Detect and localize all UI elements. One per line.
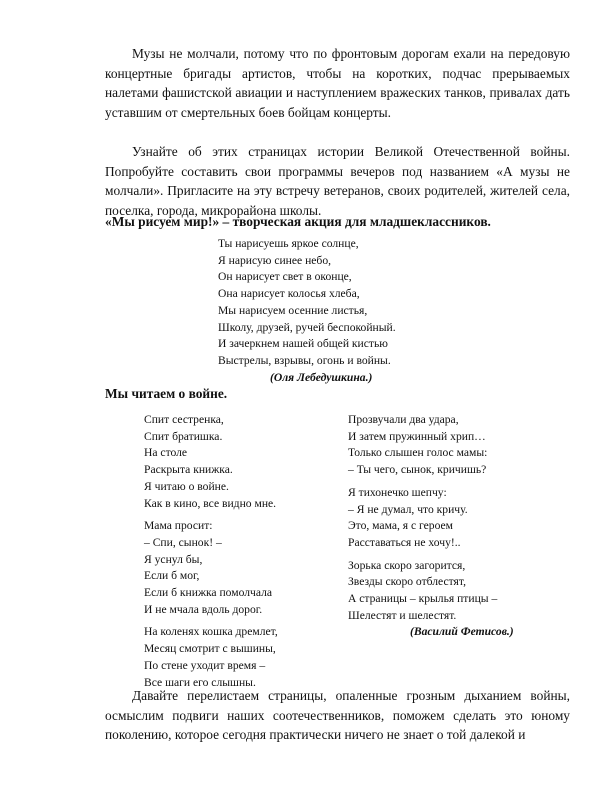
poem-line: Она нарисует колосья хлеба, bbox=[218, 287, 360, 301]
poem-line: Я читаю о войне. bbox=[144, 479, 229, 493]
poem-line: Раскрыта книжка. bbox=[144, 463, 233, 477]
poem-line: Прозвучали два удара, bbox=[348, 413, 459, 426]
poem-author: (Василий Фетисов.) bbox=[410, 625, 514, 639]
poem-line: Месяц смотрит с вышины, bbox=[144, 642, 276, 656]
poem-war-right-column bbox=[348, 412, 514, 641]
poem-line: – Ты чего, сынок, кричишь? bbox=[348, 463, 487, 477]
poem-line: И не мчала вдоль дорог. bbox=[144, 602, 263, 616]
poem-line: Только слышен голос мамы: bbox=[348, 446, 488, 460]
poem-line: Это, мама, я с героем bbox=[348, 519, 454, 533]
poem-line: А страницы – крылья птицы – bbox=[348, 592, 498, 606]
poem-author: (Оля Лебедушкина.) bbox=[270, 370, 373, 384]
poem-line: И затем пружинный хрип… bbox=[348, 429, 486, 443]
poem-line: Мы нарисуем осенние листья, bbox=[218, 303, 368, 317]
poem-line: Я тихонечко шепчу: bbox=[348, 485, 447, 499]
paragraph-intro: Музы не молчали, потому что по фронтовым дорогам ехали на передовую концертные бригады артистов, чтобы на коротких, подчас прерываемых налетами фашистской авиации и наступлением вражеских танков, привалах дать уставшим от смертельных боев бойцам концерты. bbox=[105, 46, 570, 120]
poem-line: Школу, друзей, ручей беспокойный. bbox=[218, 320, 396, 334]
poem-line: По стене уходит время – bbox=[144, 658, 266, 672]
poem-line: На коленях кошка дремлет, bbox=[144, 625, 278, 639]
poem-line: Ты нарисуешь яркое солнце, bbox=[218, 237, 359, 250]
poem-line: Звезды скоро отблестят, bbox=[348, 575, 466, 589]
poem-line: – Спи, сынок! – bbox=[144, 535, 222, 549]
poem-line: Расставаться не хочу!.. bbox=[348, 535, 461, 549]
poem-line: Спит братишка. bbox=[144, 429, 223, 443]
poem-line: И зачеркнем нашей общей кистью bbox=[218, 337, 388, 351]
poem-line: Как в кино, все видно мне. bbox=[144, 496, 277, 510]
poem-war-left-column bbox=[144, 412, 278, 691]
poem-line: Спит сестренка, bbox=[144, 413, 224, 426]
heading-drawing-action: «Мы рисуем мир!» – творческая акция для младшеклассников. bbox=[105, 214, 491, 229]
poem-line: На столе bbox=[144, 446, 188, 460]
poem-line: Я нарисую синее небо, bbox=[218, 253, 332, 267]
poem-line: – Я не думал, что кричу. bbox=[348, 502, 468, 516]
poem-line: Я уснул бы, bbox=[144, 552, 203, 566]
poem-line: Шелестят и шелестят. bbox=[348, 608, 457, 622]
poem-line: Все шаги его слышны. bbox=[144, 675, 256, 689]
poem-line: Зорька скоро загорится, bbox=[348, 558, 466, 572]
poem-line: Если б мог, bbox=[144, 569, 200, 583]
heading-reading-about-war: Мы читаем о войне. bbox=[105, 386, 228, 401]
poem-line: Мама просит: bbox=[144, 519, 213, 533]
poem-line: Он нарисует свет в оконце, bbox=[218, 270, 352, 284]
poem-line: Выстрелы, взрывы, огонь и войны. bbox=[218, 353, 391, 367]
paragraph-closing: Давайте перелистаем страницы, опаленные грозным дыханием войны, осмыслим подвиги наших соотечественников, поможем сделать это юному поколению, которое сегодня практически ничего не знает о той далекой и bbox=[105, 688, 570, 743]
poem-line: Если б книжка помолчала bbox=[144, 586, 273, 600]
poem-we-draw-peace bbox=[218, 236, 396, 386]
paragraph-invitation: Узнайте об этих страницах истории Великой Отечественной войны. Попробуйте составить свои программы вечеров под названием «А музы не молчали». Пригласите на эту встречу ветеранов, своих родителей, жителей села, поселка, города, микрорайона школы. bbox=[105, 144, 570, 218]
